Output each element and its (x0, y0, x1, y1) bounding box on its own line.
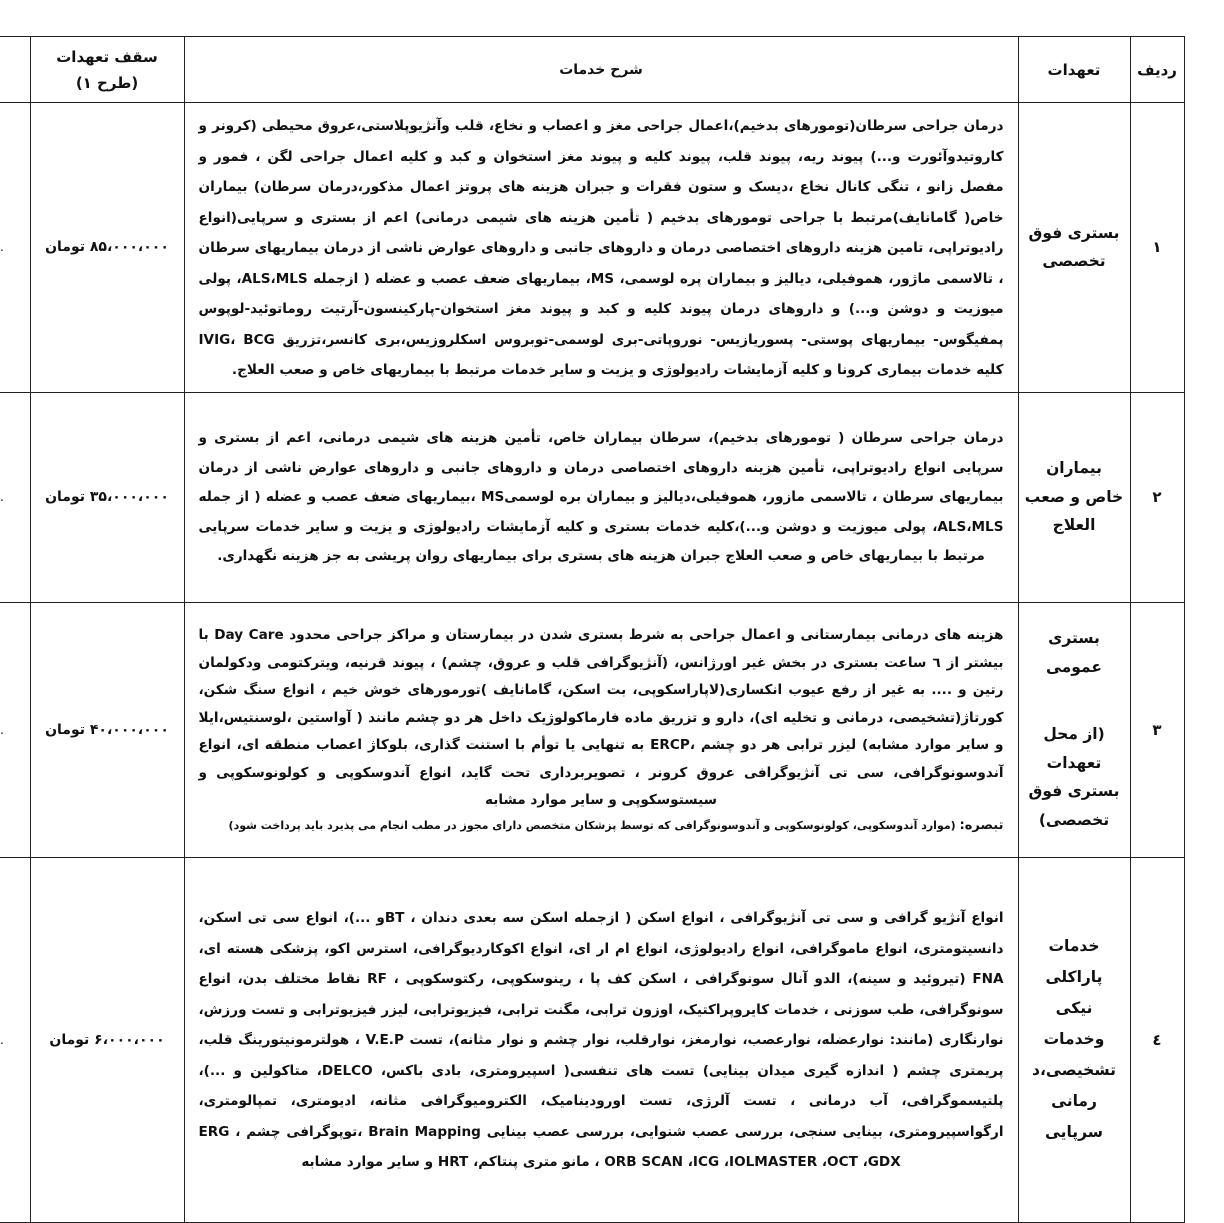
row-obligation: بستری عمومی (1046, 629, 1102, 677)
note-label: تبصره: (959, 818, 1004, 834)
row-description: درمان جراحی سرطان(تومورهای بدخیم)،اعمال جراحی مغز و اعصاب و نخاع، قلب وآنژیوپلاستی،عروق محیطی (کرونر و کاروتیدوآئورت و...) پیوند ریه، پیوند قلب، پیوند کلیه و پیوند مغز استخوان و کبد و کلیه اعمال جراحی لگن ، فمور و مفصل زانو ، تنگی کانال نخاع ،دیسک و ستون فقرات و جبران هزینه های پروتز اعمال مذکور،درمان سرطان) بیماران خاص( گامانایف)مرتبط با جراحی تومورهای بدخیم ( تأمین هزینه های شیمی درمانی) اعم از بستری و سرپایی(انواع رادیوتراپی، تامین هزینه داروهای اختصاصی درمان و داروهای جانبی و داروهای عوارض ناشی از درمان بیماریهای سرطان ، تالاسمی ماژور، هموفیلی، دیالیز و بیماران پره لوسمی، MS، بیماریهای ضعف عصب و عضله ( ازجمله ALS،MLS، پولی میوزیت و دوشن و...) و داروهای درمان پیوند کلیه و کبد و پیوند مغز استخوان-پارکینسون-آرتیت روماتوئید-لوپوس پمفیگوس- بیماریهای پوستی- پسوریازیس- نوروپاتی-بری لوسمی-توبروس اسکلروزیس،بری کانسر،تزریق IVIG، BCG کلیه خدمات بیماری کرونا و کلیه آزمایشات رادیولوژی و یزیت و سایر خدمات مرتبط با بیماریهای خاص و صعب العلاج. (184, 103, 1018, 393)
table-row (0, 103, 1184, 393)
row-description: درمان جراحی سرطان ( تومورهای بدخیم)، سرطان بیماران خاص، تأمین هزینه های شیمی درمانی، اعم از بستری و سرپایی انواع رادیوتراپی، تأمین هزینه داروهای اختصاصی درمان و داروهای جانبی و داروهای عوارض ناشی از درمان بیماریهای سرطان ، تالاسمی مازور، هموفیلی،دیالیز و بیماران بره لوسمیMS ،بیماریهای ضعف عصب و عضله ( از جمله ALS،MLS، پولی میوزیت و دوشن و...)،کلیه خدمات بستری و کلیه آزمایشات رادیولوژی و یزیت و سایر خدمات سرپایی مرتبط با بیماریهای خاص و صعب العلاج جبران هزینه های بستری برای بیماریهای روان پریشی به جز هزینه نگهداری. (184, 392, 1018, 602)
table-row (0, 602, 1184, 857)
table-row (0, 392, 1184, 602)
row-description: هزینه های درمانی بیمارستانی و اعمال جراحی به شرط بستری شدن در بیمارستان و مراکز جراحی محدود Day Care با بیشتر از ٦ ساعت بستری در بخش غیر اورژانس، (آنژیوگرافی قلب و عروق، چشم) ، پیوند قرنیه، ویترکتومی ودکولمان رتین و .... به غیر از رفع عیوب انکساری(لاپاراسکوپی، بت اسکن، گامانایف )تورمورهای خوش خیم ، انواع سنگ شکن، کورتاژ(تشخیصی، درمانی و تخلیه ای)، دارو و تزریق ماده فارماکولوژیک داخل هر دو چشم مانند ( آواستین ،لوسنتیس،ایلا و سایر موارد مشابه) لیزر ترابی هر دو چشم ،ERCP به تنهایی یا توأم با استنت گذاری، بلوکاژ اعصاب منطقه ای، انواع آندوسونوگرافی، سی تی آنژیوگرافی عروق کرونر ، تصویربرداری تحت گاید، انواع آندوسکوپی و کولونوسکوپی و سیستوسکوپی و سایر موارد مشابه (198, 626, 1004, 809)
header-description: شرح خدمات (184, 37, 1018, 103)
cut-off-column (0, 37, 30, 103)
header-cap-title: سقف تعهدات (56, 47, 158, 66)
row-obligation: خدمات پاراکلی نیکی وخدمات تشخیصی،د رمانی سرپایی (1018, 857, 1130, 1222)
row-obligation-cell (1018, 602, 1130, 857)
cut-off-mark: . (0, 722, 4, 737)
row-cap-amount: ۳۵،۰۰۰،۰۰۰ تومان (30, 392, 184, 602)
header-cap-plan: (طرح ۱) (75, 73, 139, 92)
row-number: ۳ (1130, 602, 1184, 857)
row-description: انواع آنژیو گرافی و سی تی آنژیوگرافی ، انواع اسکن ( ازجمله اسکن سه بعدی دندان ، BTو ...)، انواع سی تی اسکن، دانسیتومتری، انواع ماموگرافی، انواع رادیولوژی، انواع ام ار ای، انواع اکوکاردیوگرافی، استرس اکو، پزشکی هسته ای، FNA (تیروئید و سینه)، الدو آنال سونوگرافی ، اسکن کف پا ، رینوسکوپی، رکتوسکوپی ، RF نقاط مختلف بدن، انواع سونوگرافی، طب سوزنی ، خدمات کایروپراکتیک، اوزون ترابی، مگنت ترابی، فیزیوترابی، لیزر فیزیوترابی و تست ورزش، نوارنگاری (مانند: نوارعضله، نوارعصب، نوارمغز، نوارقلب، نوار چشم و نوار مثانه)، تست V.E.P ، هولترمونیتورینگ قلب، پریمتری چشم ( اندازه گیری میدان بینایی) تست های تنفسی( اسپیرومتری، بادی باکس، DELCO، متاکولین و ...)، پلتیسموگرافی، آب درمانی ، تست آلرژی، تست اورودینامیک، الکترومیوگرافی مثانه، ادیومتری، تمپالومتری، ارگواسپیرومتری، بینایی سنجی، بررسی عصب شنوایی، بررسی عصب بینایی Brain Mapping ،توپوگرافی چشم ERG ، ORB SCAN ،ICG ،IOLMASTER ،OCT ،GDX ، مانو متری پنتاکم، HRT و سایر موارد مشابه (184, 857, 1018, 1222)
row-note (199, 817, 1004, 835)
row-number: ۲ (1130, 392, 1184, 602)
header-row-number: ردیف (1130, 37, 1184, 103)
cut-off-mark: . (0, 490, 4, 504)
row-number: ٤ (1130, 857, 1184, 1222)
cut-off-cell (0, 103, 30, 393)
cut-off-mark: . (0, 1032, 4, 1047)
note-text: (موارد آندوسکوپی، کولونوسکوپی و آندوسونوگرافی که توسط پزشکان متخصص دارای مجوز در مطب انجام می پذیرد باید پرداخت شود) (228, 819, 956, 833)
row-cap-amount: ۴۰،۰۰۰،۰۰۰ تومان (30, 602, 184, 857)
row-cap-amount: ۸۵،۰۰۰،۰۰۰ تومان (30, 103, 184, 393)
row-number: ۱ (1130, 103, 1184, 393)
table-row (0, 857, 1184, 1222)
coverage-table (0, 36, 1185, 1223)
insurance-coverage-page (0, 36, 1224, 1223)
cut-off-mark: . (0, 240, 4, 255)
cut-off-cell (0, 602, 30, 857)
row-description-cell (184, 602, 1018, 857)
row-obligation: بیماران خاص و صعب العلاج (1018, 392, 1130, 602)
row-obligation-sub: (از محل تعهدات بستری فوق تخصصی) (1028, 724, 1120, 829)
row-cap-amount: ۶،۰۰۰،۰۰۰ تومان (30, 857, 184, 1222)
row-obligation: بستری فوق تخصصی (1018, 103, 1130, 393)
table-header-row (0, 37, 1184, 103)
cut-off-cell (0, 392, 30, 602)
header-cap (30, 37, 184, 103)
cut-off-cell (0, 857, 30, 1222)
header-obligation: تعهدات (1018, 37, 1130, 103)
